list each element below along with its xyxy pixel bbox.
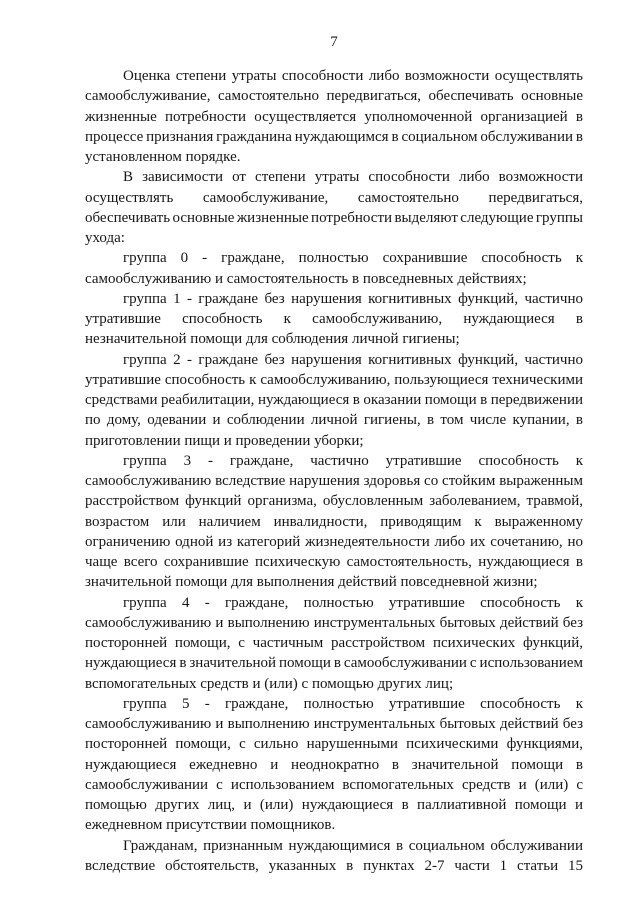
text-line: утратившие способность к самообслуживанию, нуждающиеся в bbox=[85, 311, 583, 327]
text-line: по дому, одевании и соблюдении личной гигиены, в том числе купании, в bbox=[85, 412, 583, 429]
paragraph-citizens bbox=[85, 836, 583, 877]
text-line: группа 4 - граждане, полностью утратившие способность к bbox=[123, 594, 583, 611]
text-line: Гражданам, признанным нуждающимися в социальном обслуживании bbox=[123, 837, 583, 854]
text-line: обеспечивать основные жизненные потребности выделяют следующие группы bbox=[85, 209, 583, 226]
text-line: посторонней помощи, с частичным расстройством психических функций, bbox=[85, 635, 583, 651]
text-line: утратившие способность к самообслуживанию, пользующиеся техническими bbox=[85, 371, 583, 388]
care-group-4 bbox=[85, 593, 583, 694]
text-line: чаще всего сохранившие психическую самостоятельность, нуждающиеся в bbox=[85, 554, 583, 570]
text-line: самообслуживание, самостоятельно передвигаться, обеспечивать основные bbox=[85, 88, 583, 105]
text-line: установленном порядке. bbox=[85, 149, 241, 165]
text-line: средствами реабилитации, нуждающиеся в оказании помощи в передвижении bbox=[85, 392, 583, 408]
care-group-1 bbox=[85, 289, 583, 350]
text-line: приготовлении пищи и проведении уборки; bbox=[85, 432, 364, 449]
care-group-2 bbox=[85, 350, 583, 451]
text-line: группа 3 - граждане, частично утратившие способность к bbox=[123, 452, 583, 469]
text-line: группа 1 - граждане без нарушения когнитивных функций, частично bbox=[123, 290, 583, 307]
paragraph-care-groups-intro bbox=[85, 167, 583, 248]
text-line: группа 0 - граждане, полностью сохранившие способность к bbox=[123, 250, 583, 267]
text-line: самообслуживанию вследствие нарушения здоровья со стойким выраженным bbox=[85, 473, 583, 489]
text-line: ухода: bbox=[85, 230, 125, 246]
text-line: незначительной помощи для соблюдения личной гигиены; bbox=[85, 331, 460, 348]
care-group-5 bbox=[85, 694, 583, 836]
care-group-0 bbox=[85, 248, 583, 289]
text-line: В зависимости от степени утраты способности либо возможности bbox=[123, 169, 583, 186]
text-line: расстройством функций организма, обусловленным заболеванием, травмой, bbox=[85, 493, 583, 510]
text-line: вспомогательных средств и (или) с помощью других лиц; bbox=[85, 675, 454, 692]
text-line: посторонней помощи, с сильно нарушенными психическими функциями, bbox=[85, 736, 583, 753]
text-line: Оценка степени утраты способности либо возможности осуществлять bbox=[123, 68, 583, 84]
text-line: значительной помощи для выполнения действий повседневной жизни; bbox=[85, 574, 538, 591]
text-line: группа 5 - граждане, полностью утратившие способность к bbox=[123, 695, 583, 712]
document-body bbox=[85, 66, 583, 876]
text-line: вследствие обстоятельств, указанных в пунктах 2-7 части 1 статьи 15 bbox=[85, 857, 583, 874]
text-line: ограничению одной из категорий жизнедеятельности либо их сочетанию, но bbox=[85, 533, 583, 550]
page-number: 7 bbox=[330, 34, 338, 50]
text-line: нуждающиеся в значительной помощи в самообслуживании с использованием bbox=[85, 655, 583, 672]
text-line: нуждающиеся ежедневно и неоднократно в значительной помощи в bbox=[85, 756, 583, 773]
text-line: процессе признания гражданина нуждающимся в социальном обслуживании в bbox=[85, 128, 583, 145]
text-line: самообслуживании с использованием вспомогательных средств и (или) с bbox=[85, 776, 583, 793]
text-line: осуществлять самообслуживание, самостоятельно передвигаться, bbox=[85, 189, 583, 206]
text-line: возрастом или наличием инвалидности, приводящим к выраженному bbox=[85, 513, 583, 530]
text-line: помощью других лиц, и (или) нуждающиеся в паллиативной помощи и bbox=[85, 797, 583, 813]
text-line: самообслуживанию и выполнению инструментальных бытовых действий без bbox=[85, 716, 583, 732]
text-line: жизненные потребности осуществляется уполномоченной организацией в bbox=[85, 108, 583, 125]
text-line: самообслуживанию и самостоятельность в повседневных действиях; bbox=[85, 270, 527, 287]
text-line: самообслуживанию и выполнению инструментальных бытовых действий без bbox=[85, 614, 583, 631]
text-line: группа 2 - граждане без нарушения когнитивных функций, частично bbox=[123, 351, 583, 368]
paragraph-assessment bbox=[85, 66, 583, 167]
care-group-3 bbox=[85, 451, 583, 593]
text-line: ежедневном присутствии помощников. bbox=[85, 817, 336, 834]
